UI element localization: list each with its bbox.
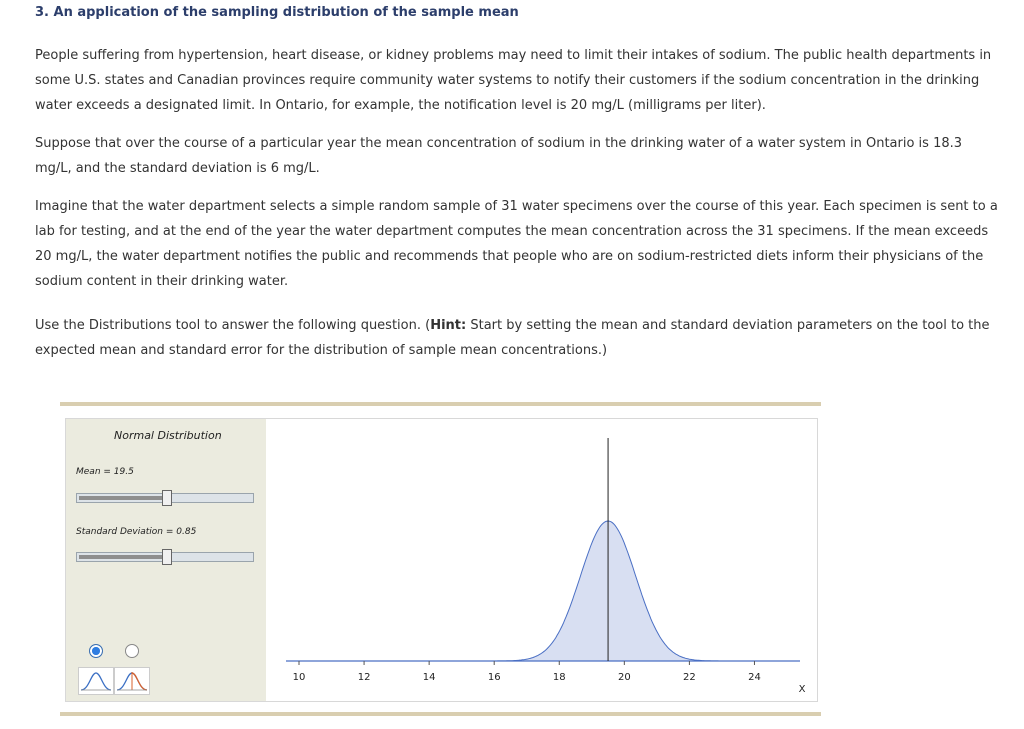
distribution-chart [266,419,817,701]
sd-label: Standard Deviation = 0.85 [76,527,197,537]
hint-label: Hint: [430,318,467,333]
tool-top-rule [60,402,821,406]
x-tick-label: 14 [422,672,436,683]
mean-slider-fill [79,496,163,500]
paragraph-intro: People suffering from hypertension, heart disease, or kidney problems may need to limit their intakes of sodium. The public health departments in some U.S. states and Canadian provinces require community water systems to notify their customers if the sodium concentration in the drinking water exceeds a designated limit. In Ontario, for example, the notification level is 20 mg/L (milligrams per liter). [35,48,992,113]
normal-curve-icon[interactable] [78,667,114,695]
paragraph-instructions [35,313,1000,363]
distributions-tool [65,418,818,702]
mean-slider-thumb[interactable] [162,490,172,506]
x-tick-label: 20 [617,672,631,683]
mean-label: Mean = 19.5 [76,467,134,477]
x-tick-label: 24 [748,672,761,683]
sd-slider-fill [79,555,163,559]
paragraph-parameters: Suppose that over the course of a particular year the mean concentration of sodium in the drinking water of a water system in Ontario is 18.3 mg/L, and the standard deviation is 6 mg/L. [35,136,963,176]
x-tick-label: 22 [683,672,696,683]
x-tick-label: 12 [357,672,371,683]
normal-mode-radio[interactable] [89,644,103,658]
instructions-post: Start by setting the mean and standard deviation parameters on the tool to the expected mean and standard error for the distribution of sample mean concentrations.) [35,318,990,358]
curve-area [286,521,800,661]
paragraph-sample: Imagine that the water department selects a simple random sample of 31 water specimens over the course of this year. Each specimen is sent to a lab for testing, and at the end of the year the water department computes the mean concentration across the 31 specimens. If the mean exceeds 20 mg/L, the water department notifies the public and recommends that people who are on sodium-restricted diets inform their physicians of the sodium content in their drinking water. [35,199,998,289]
tail-mode-radio[interactable] [125,644,139,658]
mean-slider[interactable] [76,493,254,503]
x-axis-label: X [798,684,806,695]
instructions-pre: Use the Distributions tool to answer the following question. ( [35,318,431,333]
x-axis-ticks [293,661,761,683]
x-tick-label: 16 [487,672,501,683]
tool-bottom-rule [60,712,821,716]
curve-line [286,521,800,661]
x-tick-label: 10 [292,672,306,683]
x-tick-label: 18 [552,672,566,683]
question-title: 3. An application of the sampling distribution of the sample mean [35,5,519,20]
sd-slider-thumb[interactable] [162,549,172,565]
sd-slider[interactable] [76,552,254,562]
control-panel [66,419,266,701]
tail-curve-icon[interactable] [114,667,150,695]
panel-title: Normal Distribution [114,429,222,442]
